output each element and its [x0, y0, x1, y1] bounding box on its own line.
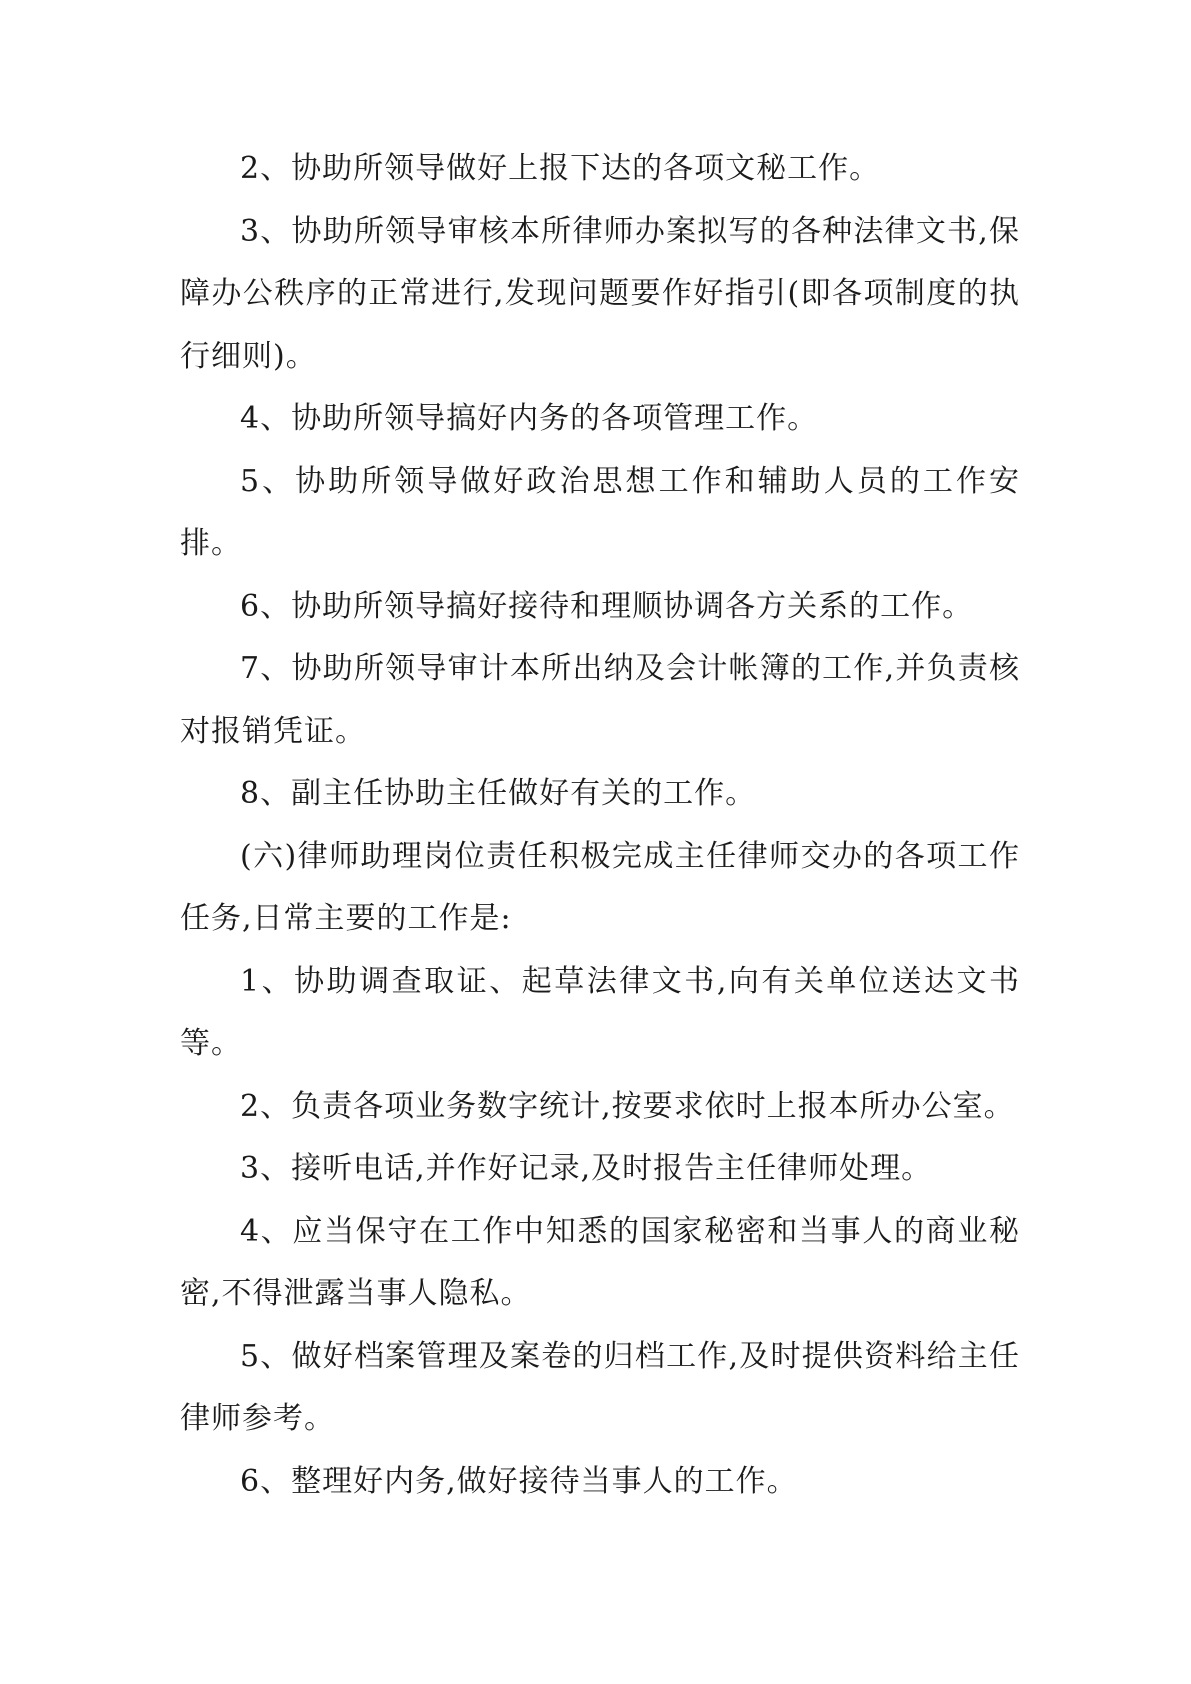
paragraph: 5、做好档案管理及案卷的归档工作,及时提供资料给主任律师参考。 — [180, 1338, 1020, 1436]
document-body — [180, 138, 1020, 1513]
paragraph: 6、协助所领导搞好接待和理顺协调各方关系的工作。 — [240, 588, 974, 624]
paragraph: 4、应当保守在工作中知悉的国家秘密和当事人的商业秘密,不得泄露当事人隐私。 — [180, 1213, 1020, 1311]
paragraph: 2、负责各项业务数字统计,按要求依时上报本所办公室。 — [240, 1088, 1015, 1124]
paragraph: 4、协助所领导搞好内务的各项管理工作。 — [240, 401, 819, 436]
paragraph: 8、副主任协助主任做好有关的工作。 — [240, 776, 757, 811]
paragraph: 3、协助所领导审核本所律师办案拟写的各种法律文书,保障办公秩序的正常进行,发现问题要作好指引(即各项制度的执行细则)。 — [180, 213, 1020, 374]
paragraph: 1、协助调查取证、起草法律文书,向有关单位送达文书等。 — [180, 963, 1020, 1061]
section-heading-paragraph: (六)律师助理岗位责任积极完成主任律师交办的各项工作任务,日常主要的工作是: — [180, 838, 1020, 936]
paragraph: 2、协助所领导做好上报下达的各项文秘工作。 — [240, 151, 881, 186]
paragraph: 7、协助所领导审计本所出纳及会计帐簿的工作,并负责核对报销凭证。 — [180, 651, 1020, 749]
paragraph: 3、接听电话,并作好记录,及时报告主任律师处理。 — [240, 1151, 933, 1186]
paragraph: 6、整理好内务,做好接待当事人的工作。 — [240, 1463, 798, 1499]
paragraph: 5、协助所领导做好政治思想工作和辅助人员的工作安排。 — [180, 463, 1020, 561]
